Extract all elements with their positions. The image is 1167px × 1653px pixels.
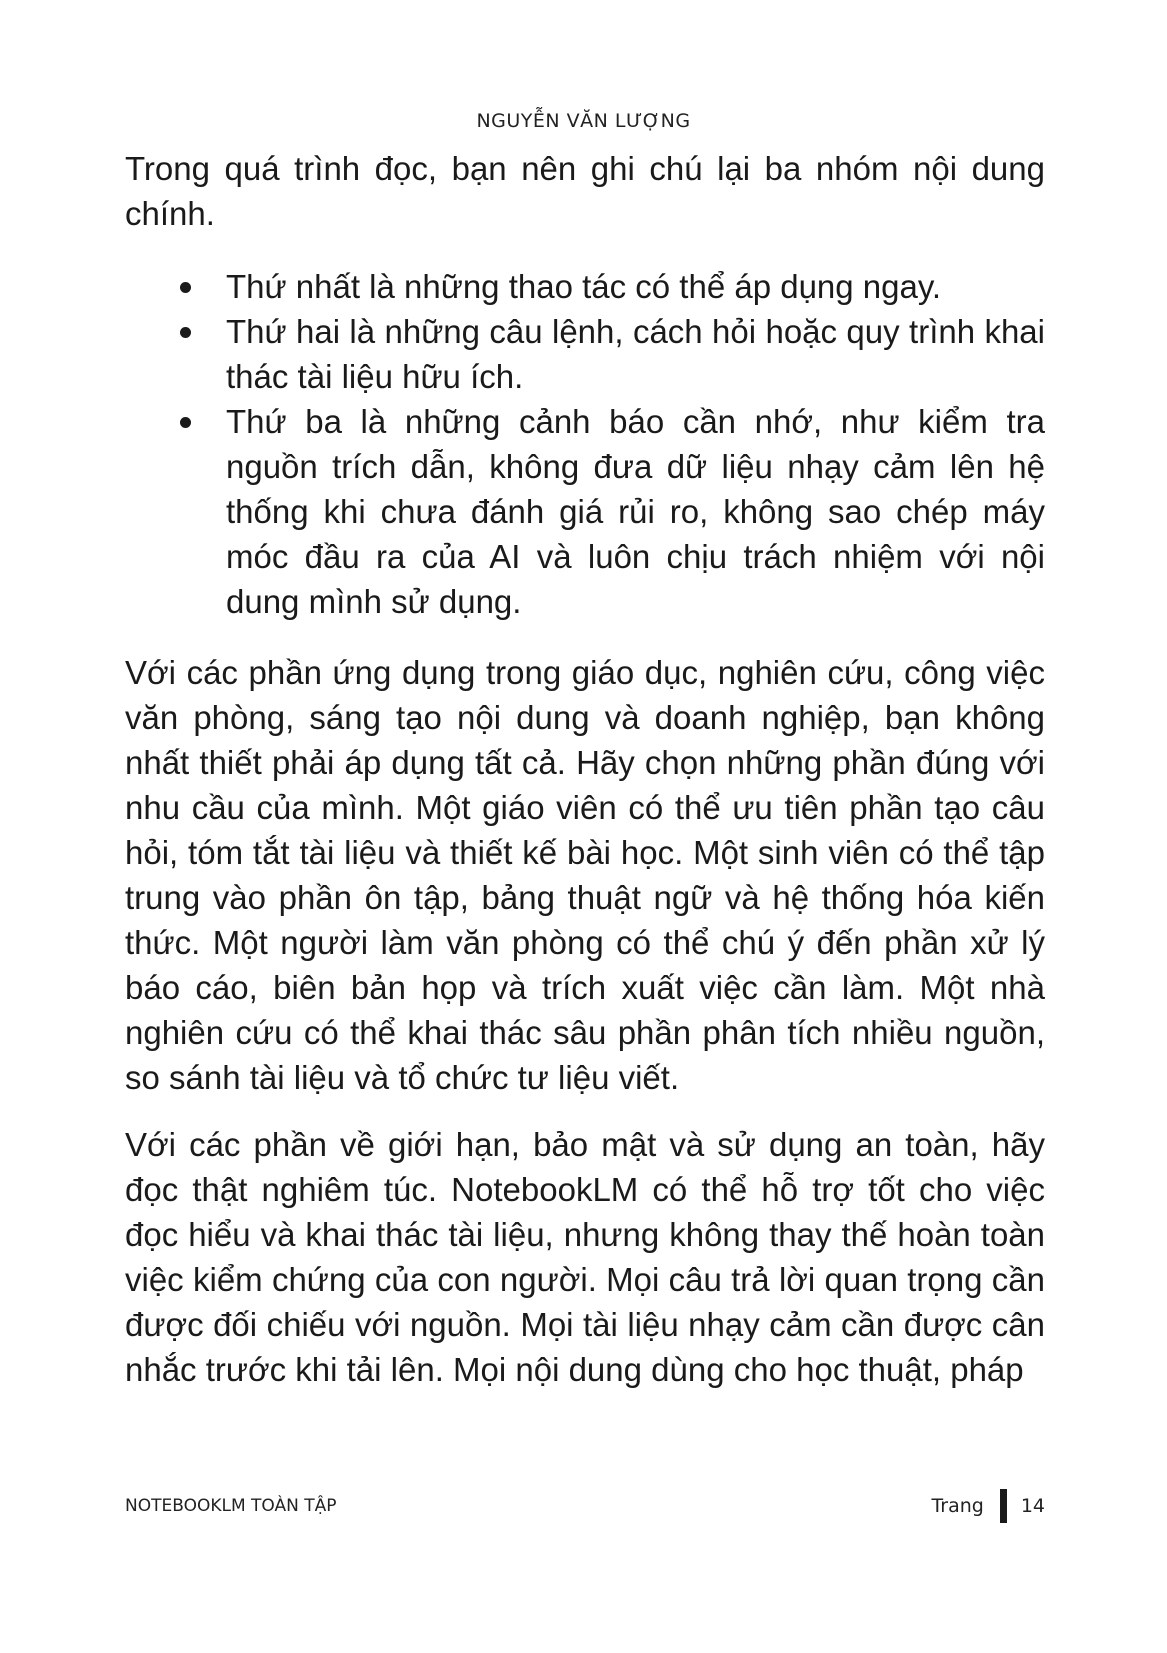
safety-paragraph: Với các phần về giới hạn, bảo mật và sử dụng an toàn, hãy đọc thật nghiêm túc. NotebookLM có thể hỗ trợ tốt cho việc đọc hiểu và khai thác tài liệu, nhưng không thay thế hoàn toàn việc kiểm chứng của con người. Mọi câu trả lời quan trọng cần được đối chiếu với nguồn. Mọi tài liệu nhạy cảm cần được cân nhắc trước khi tải lên. Mọi nội dung dùng cho học thuật, pháp [125,1126,1045,1388]
bullet-icon [180,417,191,428]
footer-page-indicator [931,1489,1045,1523]
footer-book-title: NOTEBOOKLM TOÀN TẬP [125,1496,337,1516]
list-item-text: Thứ hai là những câu lệnh, cách hỏi hoặc quy trình khai thác tài liệu hữu ích. [226,313,1045,395]
list-item [125,264,1045,309]
list-item-text: Thứ nhất là những thao tác có thể áp dụng ngay. [226,268,942,305]
intro-paragraph: Trong quá trình đọc, bạn nên ghi chú lại ba nhóm nội dung chính. [125,150,1045,232]
page-body [125,146,1045,1392]
page-separator-bar [1000,1489,1007,1523]
bullet-icon [180,327,191,338]
applications-paragraph: Với các phần ứng dụng trong giáo dục, nghiên cứu, công việc văn phòng, sáng tạo nội dung và doanh nghiệp, bạn không nhất thiết phải áp dụng tất cả. Hãy chọn những phần đúng với nhu cầu của mình. Một giáo viên có thể ưu tiên phần tạo câu hỏi, tóm tắt tài liệu và thiết kế bài học. Một sinh viên có thể tập trung vào phần ôn tập, bảng thuật ngữ và hệ thống hóa kiến thức. Một người làm văn phòng có thể chú ý đến phần xử lý báo cáo, biên bản họp và trích xuất việc cần làm. Một nhà nghiên cứu có thể khai thác sâu phần phân tích nhiều nguồn, so sánh tài liệu và tổ chức tư liệu viết. [125,654,1045,1096]
bullet-icon [180,282,191,293]
notes-bullet-list [125,264,1045,624]
list-item [125,399,1045,624]
running-header-author: NGUYỄN VĂN LƯỢNG [476,110,691,132]
page-label: Trang [931,1495,984,1517]
list-item [125,309,1045,399]
page-number: 14 [1020,1495,1045,1517]
list-item-text: Thứ ba là những cảnh báo cần nhớ, như kiểm tra nguồn trích dẫn, không đưa dữ liệu nhạy cảm lên hệ thống khi chưa đánh giá rủi ro, không sao chép máy móc đầu ra của AI và luôn chịu trách nhiệm với nội dung mình sử dụng. [226,403,1045,620]
